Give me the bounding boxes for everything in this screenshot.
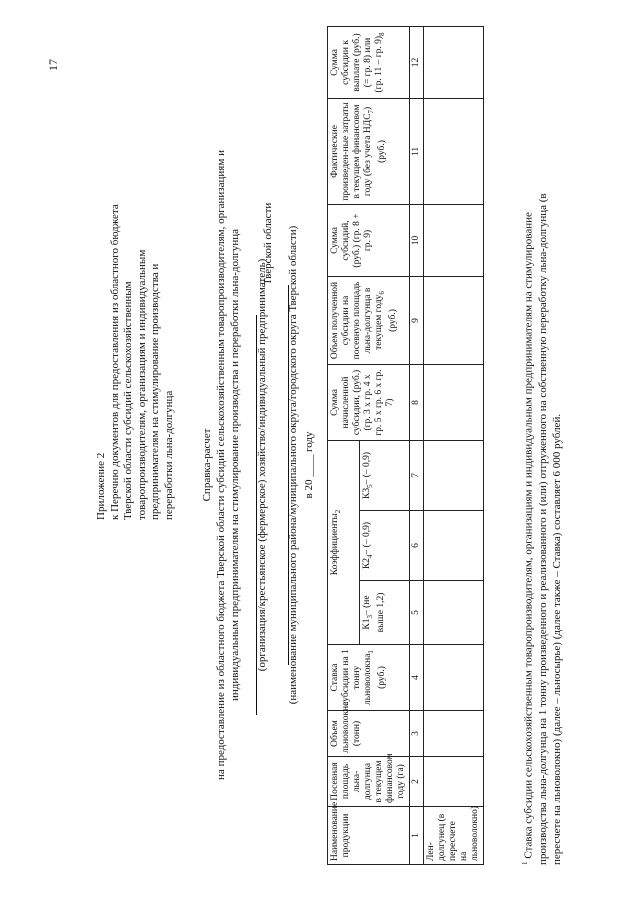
cell-payout[interactable] (424, 26, 484, 98)
municipality-caption: (наименование муниципального района/муниципального округа/городского округа Тверской области) (287, 225, 299, 705)
appendix-block (95, 120, 176, 520)
footnote (518, 25, 564, 865)
appendix-line: предпринимателям на стимулирование производства и (149, 263, 161, 520)
header-row (328, 26, 360, 864)
cell-k3[interactable] (424, 440, 484, 510)
column-number: 5 (410, 581, 424, 645)
row-product: Лен-долгунец (в пересчете на льноволокно) (424, 807, 484, 865)
footnote-line: $^1$ Ставка субсидии сельскохозяйственным товаропроизводителям, организациям и индивидуальным предпринимателям на стимулирование (521, 212, 535, 865)
title-line: индивидуальным предпринимателям на стимулирование производства и переработки льна-долгунца (229, 228, 241, 702)
org-caption: (организация/крестьянское (фермерское) хозяйство/индивидуальный предприниматель) (256, 258, 268, 672)
appendix-line: переработки льна-долгунца (162, 390, 175, 520)
title-line: на предоставление из областного бюджета Тверской области субсидий сельскохозяйственным товаропроизводителям, организациям и (215, 150, 227, 780)
cell-rate[interactable] (424, 645, 484, 711)
appendix-line: товаропроизводителям, организациям и индивидуальным (135, 249, 148, 520)
column-number: 12 (410, 26, 424, 98)
cell-k2[interactable] (424, 511, 484, 581)
header-sum-subsidy: Сумма субсидий, (руб.) (гр. 8 + гр. 9) (328, 204, 410, 276)
column-number: 7 (410, 440, 424, 510)
title-line: Справка-расчет (201, 428, 213, 502)
appendix-line: к Перечню документов для предоставления из областного бюджета (108, 204, 121, 520)
header-fiber-volume: Объем льноволокна (тонн) (328, 711, 410, 757)
column-number: 8 (410, 364, 424, 440)
cell-received[interactable] (424, 276, 484, 364)
data-row (424, 26, 484, 864)
header-product: Наименование продукции (328, 807, 410, 865)
header-received: Объем полученной субсидии на посевную площадь льна-долгунца в текущем году$_6$ (руб.) (328, 276, 410, 364)
header-coefficients: Коэффициенты$_2$ (328, 440, 360, 644)
cell-actual-costs[interactable] (424, 98, 484, 204)
column-number: 1 (410, 807, 424, 865)
column-number-row (410, 26, 424, 864)
document-title (200, 105, 242, 825)
column-number: 9 (410, 276, 424, 364)
column-number: 11 (410, 98, 424, 204)
appendix-line: Тверской области субсидий сельскохозяйственным (122, 281, 134, 520)
appendix-line: Приложение 2 (95, 452, 107, 520)
header-k1: $К1_3-$ (не выше 1,2) (359, 581, 409, 645)
header-k3: $К3_5-$ (– 0,9) (359, 440, 409, 510)
region-label: Тверской области (262, 202, 274, 285)
column-number: 2 (410, 757, 424, 807)
footnote-line: пересчете на льноволокно) (далее – льносырье) (далее также – Ставка) составляет 6 000 рублей. (550, 413, 563, 865)
cell-k1[interactable] (424, 581, 484, 645)
cell-sum-subsidy[interactable] (424, 204, 484, 276)
column-number: 10 (410, 204, 424, 276)
header-accrued: Сумма начисленной субсидии, (руб.) (гр. 3 х гр. 4 х гр. 5 х гр. 6 х гр. 7) (328, 364, 410, 440)
cell-accrued[interactable] (424, 364, 484, 440)
year-line: в 20 ____ году (303, 431, 315, 499)
column-number: 6 (410, 511, 424, 581)
calculation-table (327, 26, 484, 865)
header-actual-costs: Фактические произведен-ные затраты в текущем финансовом году (без учета $НДС_7$) (руб.) (328, 98, 410, 204)
header-area: Посевная площадь льна-долгунца в текущем финансовом году (га) (328, 757, 410, 807)
column-number: 3 (410, 711, 424, 757)
header-rate: Ставка субсидии на 1 тонну льноволокна$_1$ (руб.) (328, 645, 410, 711)
header-k2: $К2_4-$ (– 0,9) (359, 511, 409, 581)
page-number: 17 (46, 59, 60, 71)
header-payout: Сумма субсидии к выплате (руб.) (= гр. 8) или (гр. 11 – гр. $9)_8$ (328, 26, 410, 98)
cell-fiber-volume[interactable] (424, 711, 484, 757)
cell-area[interactable] (424, 757, 484, 807)
column-number: 4 (410, 645, 424, 711)
footnote-line: производства льна-долгунца на 1 тонну произведенного и реализованного и (или) отгруженного на собственную переработку льна-долгунца (в (536, 193, 549, 865)
